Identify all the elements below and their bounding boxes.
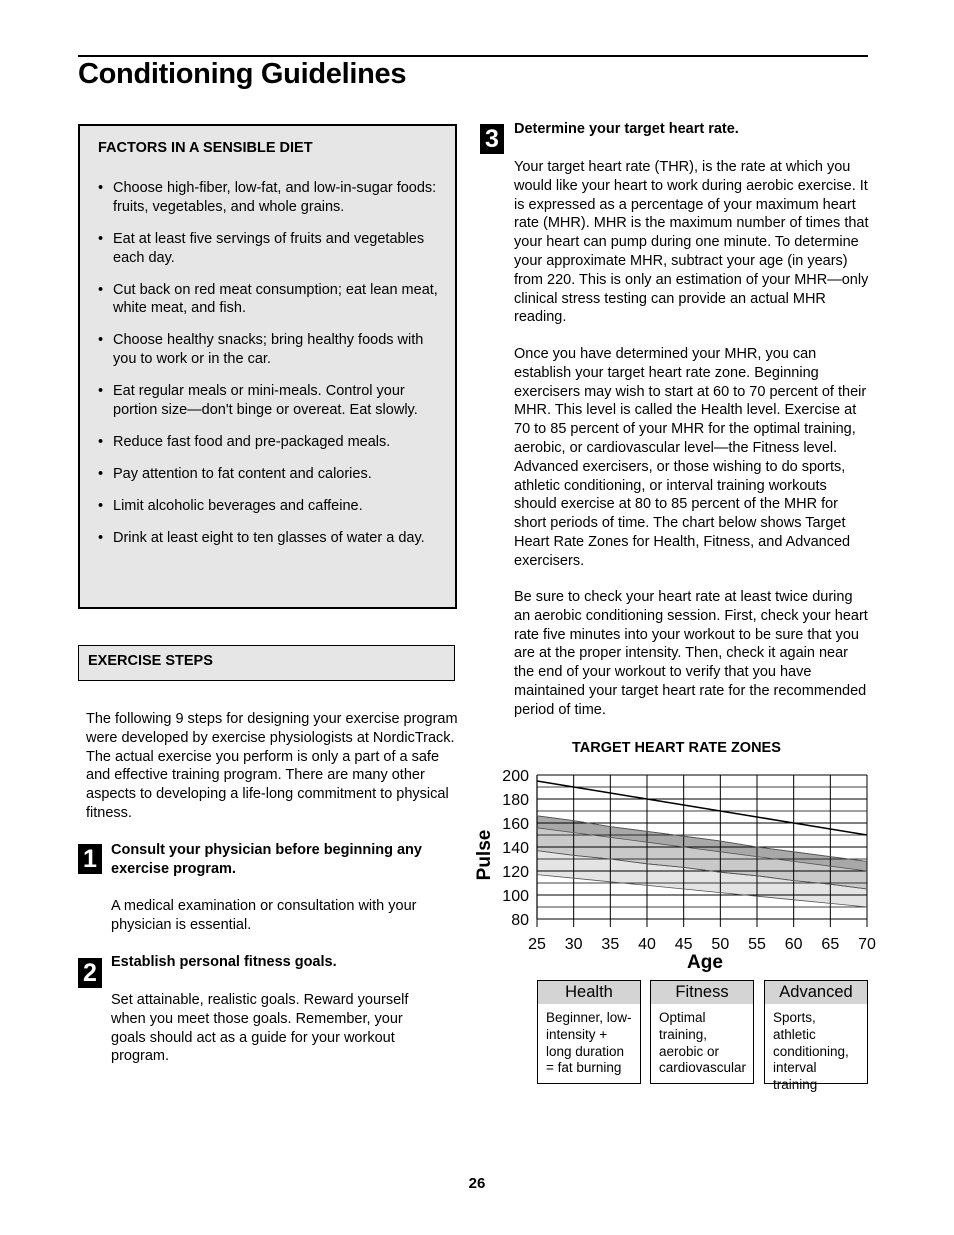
- exercise-steps-heading: EXERCISE STEPS: [88, 653, 213, 669]
- chart-title: TARGET HEART RATE ZONES: [572, 740, 781, 756]
- step-paragraph: Set attainable, realistic goals. Reward yourself when you meet those goals. Remember, your goals should act as a guide for your workout program.: [111, 992, 409, 1065]
- y-tick-label: 80: [511, 912, 529, 929]
- x-tick-label: 40: [638, 936, 656, 953]
- zone-box-advanced: [764, 980, 868, 1093]
- diet-heading: FACTORS IN A SENSIBLE DIET: [98, 140, 313, 156]
- x-tick-label: 30: [564, 936, 583, 953]
- diet-list: [94, 179, 439, 561]
- exercise-steps-box: [78, 645, 455, 681]
- x-tick-label: 50: [711, 936, 730, 953]
- exercise-intro: The following 9 steps for designing your exercise program were developed by exercise physiologists at NordicTrack. The actual exercise you perform is only a part of a safe and effective training program. There are many other aspects to developing a life-long commitment to physical fitness.: [86, 711, 458, 821]
- diet-item: • Pay attention to fat content and calories.: [94, 465, 439, 484]
- step-paragraph: Be sure to check your heart rate at least twice during an aerobic conditioning session. First, check your heart rate five minutes into your workout to be sure that you are at the proper intensity. Then, check it again near the end of your workout to verify that you have maintained your target heart rate for the recommended period of time.: [514, 589, 868, 718]
- x-tick-label: 70: [858, 936, 876, 953]
- page-title: Conditioning Guidelines: [78, 58, 407, 90]
- step-title: Determine your target heart rate.: [514, 121, 739, 137]
- step-number-badge: 1: [78, 844, 102, 874]
- step-title: Establish personal fitness goals.: [111, 954, 337, 970]
- y-tick-label: 200: [502, 768, 529, 785]
- diet-item: • Eat at least five servings of fruits and vegetables each day.: [94, 230, 439, 268]
- x-tick-label: 45: [674, 936, 693, 953]
- zone-box-fitness: [650, 980, 754, 1084]
- header-rule: [78, 55, 868, 57]
- y-tick-label: 120: [502, 864, 529, 881]
- y-axis-label: Pulse: [474, 829, 495, 881]
- y-tick-label: 100: [502, 888, 529, 905]
- step-number-badge: 3: [480, 124, 504, 154]
- diet-item: • Cut back on red meat consumption; eat lean meat, white meat, and fish.: [94, 281, 439, 319]
- zone-description: Optimal training, aerobic or cardiovascular: [659, 1010, 747, 1076]
- x-axis-label: Age: [687, 952, 723, 973]
- step-paragraph: A medical examination or consultation with your physician is essential.: [111, 898, 417, 933]
- step-paragraph: Your target heart rate (THR), is the rate at which you would like your heart to work during aerobic exercise. It is expressed as a percentage of your maximum heart rate (MHR). MHR is the maximum number of times that your heart can pump during one minute. To determine your approximate MHR, subtract your age (in years) from 220. This is only an estimation of your MHR—only clinical stress testing can provide an actual MHR reading.: [514, 159, 869, 326]
- y-tick-label: 180: [502, 792, 529, 809]
- step-paragraph: Once you have determined your MHR, you can establish your target heart rate zone. Beginning exercisers may wish to start at 60 to 70 percent of their MHR. This level is called the Health level. Exercise at 70 to 85 percent of your MHR for the optimal training, aerobic, or cardiovascular level—the Fitness level. Advanced exercisers, or those wishing to do sports, athletic conditioning, or interval training workouts should exercise at 80 to 85 percent of the MHR for short periods of time. The chart below shows Target Heart Rate Zones for Health, Fitness, and Advanced exercisers.: [514, 346, 867, 569]
- heart-rate-zone-chart: [470, 760, 890, 980]
- zone-box-health: [537, 980, 641, 1084]
- diet-item: • Reduce fast food and pre-packaged meals.: [94, 433, 439, 452]
- x-tick-label: 35: [601, 936, 620, 953]
- zone-name: Advanced: [765, 981, 867, 1004]
- diet-factors-box: [78, 124, 457, 609]
- zone-name: Health: [538, 981, 640, 1004]
- y-tick-label: 140: [502, 840, 529, 857]
- diet-item: • Choose high-fiber, low-fat, and low-in-sugar foods: fruits, vegetables, and whole grains.: [94, 179, 439, 217]
- zone-bands: [537, 816, 867, 907]
- step-title: Consult your physician before beginning any exercise program.: [111, 842, 422, 877]
- diet-item: • Eat regular meals or mini-meals. Control your portion size—don't binge or overeat. Eat slowly.: [94, 382, 439, 420]
- diet-item: • Limit alcoholic beverages and caffeine.: [94, 497, 439, 516]
- x-tick-label: 25: [528, 936, 546, 953]
- x-tick-label: 55: [748, 936, 766, 953]
- x-tick-label: 60: [784, 936, 803, 953]
- y-tick-label: 160: [502, 816, 529, 833]
- diet-item: • Drink at least eight to ten glasses of water a day.: [94, 529, 439, 548]
- x-tick-label: 65: [821, 936, 840, 953]
- zone-name: Fitness: [651, 981, 753, 1004]
- zone-description: Beginner, low-intensity + long duration = fat burning: [546, 1010, 632, 1076]
- step-number-badge: 2: [78, 958, 102, 988]
- diet-item: • Choose healthy snacks; bring healthy foods with you to work or in the car.: [94, 331, 439, 369]
- page-number: 26: [468, 1175, 486, 1192]
- zone-description: Sports, athletic conditioning, interval training: [773, 1010, 849, 1093]
